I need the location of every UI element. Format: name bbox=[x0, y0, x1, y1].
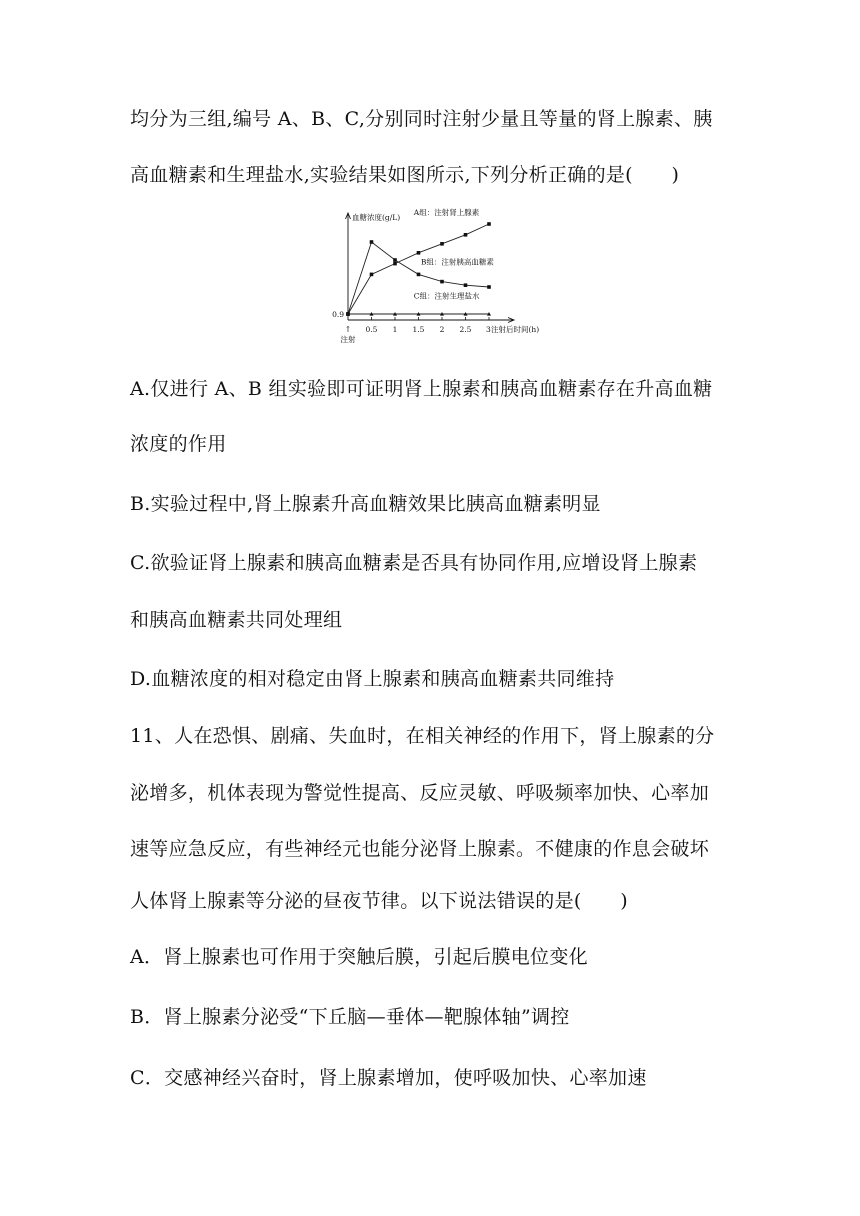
data-point bbox=[417, 273, 421, 277]
series-label-c: C组：注射生理盐水 bbox=[413, 291, 480, 301]
option-11-c: C．交感神经兴奋时，肾上腺素增加，使呼吸加快、心率加速 bbox=[130, 1067, 647, 1089]
injection-label: 注射 bbox=[340, 335, 356, 344]
injection-arrow: ↑ bbox=[344, 325, 352, 334]
question-11-stem-line-4: 人体肾上腺素等分泌的昼夜节律。以下说法错误的是( ) bbox=[130, 890, 628, 912]
question-10-stem-line-1: 均分为三组,编号 A、B、C,分别同时注射少量且等量的肾上腺素、胰 bbox=[130, 108, 713, 130]
question-10-stem-line-2: 高血糖素和生理盐水,实验结果如图所示,下列分析正确的是( ) bbox=[130, 164, 680, 186]
option-11-b: B．肾上腺素分泌受“下丘脑—垂体—靶腺体轴”调控 bbox=[130, 1006, 570, 1028]
x-tick-label: 3 bbox=[486, 325, 491, 334]
data-point bbox=[440, 242, 444, 246]
data-point bbox=[440, 280, 444, 284]
option-a-line-2: 浓度的作用 bbox=[130, 433, 227, 455]
question-11-stem-line-2: 泌增多，机体表现为警觉性提高、反应灵敏、呼吸频率加快、心率加 bbox=[130, 782, 710, 804]
y-axis-label: 血糖浓度(g/L) bbox=[352, 213, 401, 222]
y-tick-label: 0.9 bbox=[332, 310, 344, 319]
x-tick-label: 1.5 bbox=[412, 325, 425, 334]
data-point bbox=[370, 240, 374, 244]
blood-glucose-chart bbox=[330, 208, 540, 346]
data-point bbox=[417, 251, 421, 255]
question-11-stem-line-1: 11、人在恐惧、剧痛、失血时，在相关神经的作用下，肾上腺素的分 bbox=[130, 725, 715, 747]
data-point bbox=[464, 283, 468, 287]
option-b: B.实验过程中,肾上腺素升高血糖效果比胰高血糖素明显 bbox=[130, 493, 601, 515]
x-tick-label: 0.5 bbox=[365, 325, 378, 334]
chart-series bbox=[346, 222, 491, 316]
series-label-b: B组：注射胰高血糖素 bbox=[420, 257, 494, 267]
option-c-line-1: C.欲验证肾上腺素和胰高血糖素是否具有协同作用,应增设肾上腺素 bbox=[130, 552, 698, 574]
data-point bbox=[487, 222, 491, 226]
option-d: D.血糖浓度的相对稳定由肾上腺素和胰高血糖素共同维持 bbox=[130, 668, 615, 690]
data-point bbox=[370, 273, 374, 277]
question-11-stem-line-3: 速等应急反应，有些神经元也能分泌肾上腺素。不健康的作息会破坏 bbox=[130, 838, 710, 860]
data-point bbox=[393, 258, 397, 262]
series-label-a: A组：注射肾上腺素 bbox=[413, 208, 480, 217]
option-c-line-2: 和胰高血糖素共同处理组 bbox=[130, 609, 343, 631]
chart-labels bbox=[332, 208, 539, 344]
data-point bbox=[393, 262, 397, 266]
data-point bbox=[464, 233, 468, 237]
chart-axes bbox=[346, 213, 515, 323]
data-point bbox=[487, 285, 491, 289]
option-a-line-1: A.仅进行 A、B 组实验即可证明肾上腺素和胰高血糖素存在升高血糖 bbox=[130, 378, 713, 400]
x-tick-label: 2 bbox=[439, 325, 445, 334]
option-11-a: A．肾上腺素也可作用于突触后膜，引起后膜电位变化 bbox=[130, 946, 588, 968]
x-axis-label: 注射后时间(h) bbox=[491, 325, 540, 334]
x-tick-label: 2.5 bbox=[459, 325, 472, 334]
x-tick-label: 1 bbox=[392, 325, 398, 334]
